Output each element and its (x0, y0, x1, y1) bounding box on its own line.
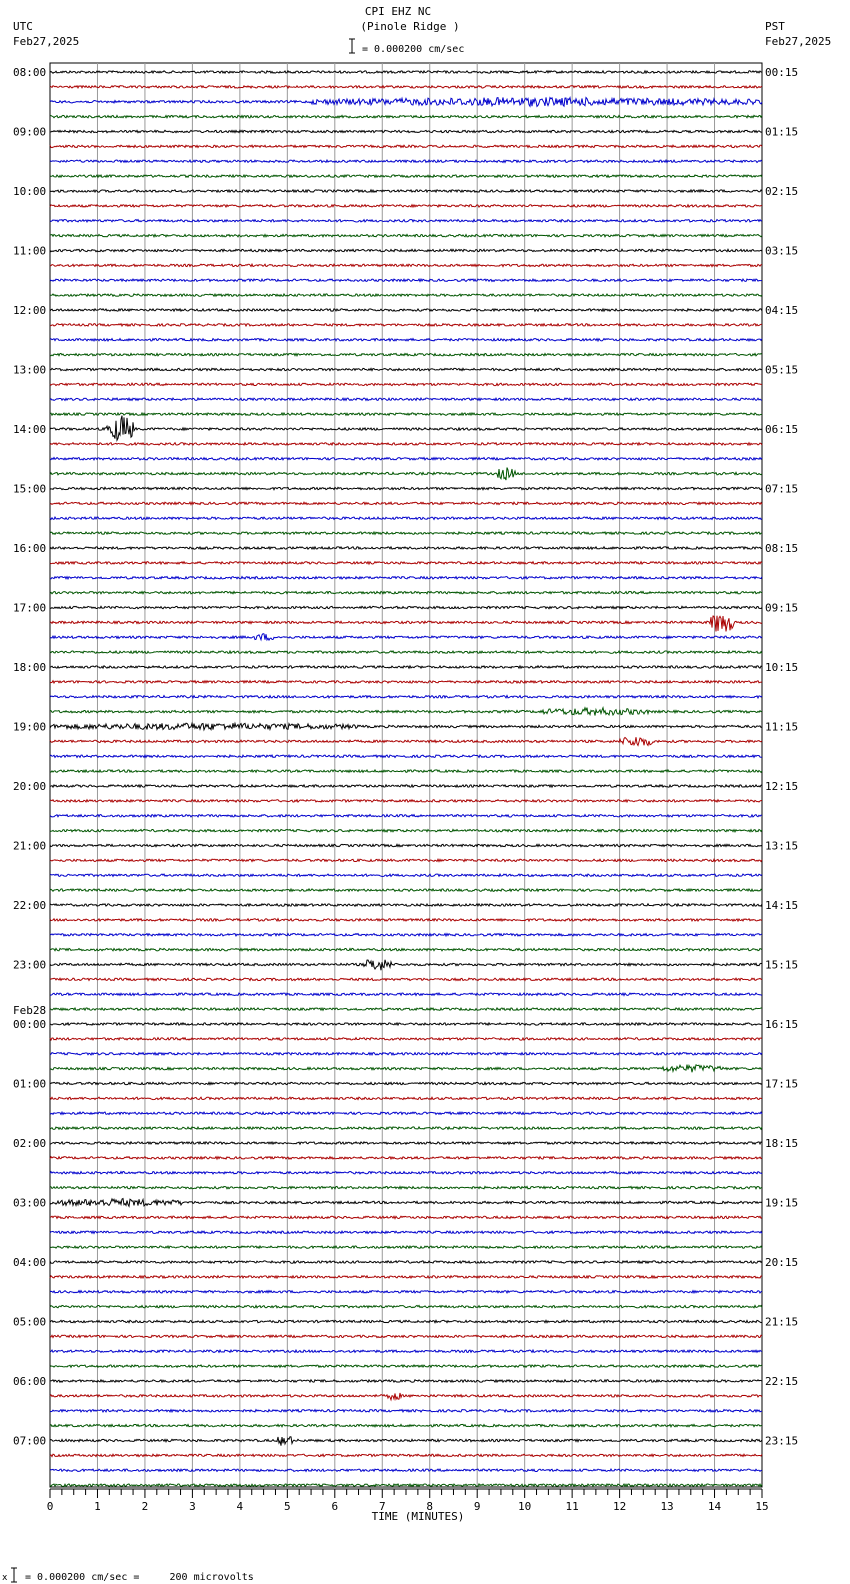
x-tick-label: 10 (518, 1500, 532, 1513)
seismic-trace (50, 1216, 762, 1218)
utc-hour-label: 19:00 (13, 720, 47, 734)
pst-hour-label: 13:15 (765, 839, 799, 853)
x-tick-label: 8 (426, 1500, 434, 1513)
seismic-trace (50, 1172, 762, 1174)
seismic-trace (50, 1424, 762, 1426)
pst-hour-label: 02:15 (765, 185, 799, 198)
left-timezone: UTC (13, 20, 33, 33)
utc-hour-label: 21:00 (13, 839, 47, 853)
seismic-trace (50, 1127, 762, 1129)
x-tick-label: 14 (707, 1500, 722, 1513)
utc-hour-label: 13:00 (13, 363, 47, 377)
seismic-trace (50, 934, 762, 936)
x-tick-label: 13 (660, 1500, 674, 1513)
pst-hour-label: 23:15 (765, 1434, 799, 1448)
seismic-trace (50, 577, 762, 579)
left-date: Feb27,2025 (13, 35, 80, 48)
seismic-trace (50, 562, 762, 564)
seismic-trace (50, 681, 762, 683)
pst-hour-label: 08:15 (765, 542, 799, 555)
seismic-trace (50, 919, 762, 921)
seismic-trace (50, 1246, 762, 1248)
seismic-trace (50, 1469, 762, 1471)
seismic-trace (50, 1082, 762, 1084)
right-date: Feb27,2025 (765, 35, 832, 48)
seismic-trace (50, 71, 762, 73)
seismic-trace (50, 294, 762, 296)
seismic-trace (50, 175, 762, 177)
seismic-trace (50, 1142, 762, 1144)
seismic-trace (50, 220, 762, 222)
seismic-trace (50, 1484, 762, 1486)
utc-hour-label: 07:00 (13, 1434, 47, 1448)
footer-scale-prefix: x (2, 1573, 8, 1583)
pst-hour-label: 11:15 (765, 720, 799, 734)
pst-hour-label: 21:15 (765, 1315, 799, 1329)
footer-scale-text: = 0.000200 cm/sec = 200 microvolts (25, 1572, 254, 1583)
seismic-trace (50, 666, 762, 668)
seismic-trace (50, 844, 762, 846)
x-tick-label: 7 (378, 1500, 386, 1513)
footer-scale-bar-icon (11, 1568, 17, 1582)
x-tick-label: 0 (46, 1500, 54, 1513)
pst-hour-label: 03:15 (765, 244, 799, 258)
pst-hour-label: 06:15 (765, 423, 799, 436)
seismic-trace (50, 1023, 762, 1025)
seismic-trace (50, 800, 762, 802)
pst-hour-label: 18:15 (765, 1137, 799, 1150)
utc-hour-label: 08:00 (13, 66, 47, 79)
seismic-trace (50, 547, 762, 549)
pst-hour-label: 07:15 (765, 482, 799, 496)
seismic-trace (50, 1065, 762, 1073)
plot-frame (50, 63, 762, 1487)
seismic-trace (50, 815, 762, 817)
utc-hour-label: 20:00 (13, 780, 47, 793)
x-axis-label: TIME (MINUTES) (371, 1510, 465, 1523)
pst-hour-label: 01:15 (765, 125, 799, 139)
utc-hour-label: 18:00 (13, 661, 47, 674)
seismic-trace (50, 591, 762, 593)
pst-hour-label: 14:15 (765, 899, 799, 912)
utc-hour-label: 12:00 (13, 304, 47, 317)
station-subtitle: (Pinole Ridge ) (360, 20, 460, 33)
seismic-trace (50, 1276, 762, 1278)
utc-hour-label: 05:00 (13, 1315, 47, 1329)
utc-hour-label: 14:00 (13, 423, 47, 436)
seismic-trace (50, 1291, 762, 1293)
seismic-trace (50, 190, 762, 192)
seismic-trace (50, 458, 762, 460)
seismic-trace (50, 115, 762, 117)
seismic-trace (50, 487, 762, 489)
seismic-trace (50, 606, 762, 608)
seismic-trace (50, 737, 762, 745)
utc-hour-label: 06:00 (13, 1375, 47, 1388)
pst-hour-label: 22:15 (765, 1375, 799, 1388)
seismic-trace (50, 1186, 762, 1188)
x-tick-label: 12 (612, 1500, 627, 1513)
seismic-trace (50, 353, 762, 355)
seismic-trace (50, 264, 762, 266)
seismic-trace (50, 468, 762, 480)
utc-hour-label: 01:00 (13, 1077, 47, 1091)
utc-hour-label: 17:00 (13, 601, 47, 615)
trace-group (50, 71, 762, 1487)
utc-hour-label: 11:00 (13, 244, 47, 258)
pst-hour-label: 12:15 (765, 780, 799, 793)
seismic-trace (50, 1053, 762, 1055)
x-tick-label: 4 (236, 1500, 244, 1513)
seismic-trace (50, 1437, 762, 1446)
seismic-trace (50, 145, 762, 147)
scale-label: = 0.000200 cm/sec (362, 44, 465, 55)
pst-hour-label: 20:15 (765, 1256, 799, 1269)
pst-hour-label: 10:15 (765, 661, 799, 674)
seismic-trace (50, 1335, 762, 1337)
seismic-trace (50, 1231, 762, 1233)
seismic-trace (50, 1261, 762, 1263)
x-tick-label: 9 (473, 1500, 481, 1513)
pst-hour-label: 15:15 (765, 958, 799, 972)
seismic-trace (50, 1008, 762, 1010)
seismic-trace (50, 279, 762, 281)
seismic-trace (50, 86, 762, 88)
seismic-trace (50, 97, 762, 106)
seismic-trace (50, 1454, 762, 1456)
pst-hour-label: 19:15 (765, 1196, 799, 1210)
pst-hour-label: 16:15 (765, 1018, 799, 1031)
x-tick-label: 11 (565, 1500, 579, 1513)
seismic-trace (50, 1157, 762, 1159)
seismic-trace (50, 1305, 762, 1307)
utc-hour-label: 03:00 (13, 1196, 47, 1210)
seismic-trace (50, 339, 762, 341)
seismic-trace (50, 517, 762, 519)
seismic-trace (50, 616, 762, 632)
seismic-trace (50, 785, 762, 787)
utc-hour-label: 23:00 (13, 958, 47, 972)
seismic-trace (50, 755, 762, 757)
seismic-trace (50, 324, 762, 326)
seismic-trace (50, 309, 762, 311)
scale-bar-icon (349, 39, 355, 53)
seismic-trace (50, 160, 762, 162)
seismic-trace (50, 1199, 762, 1207)
utc-hour-label: 22:00 (13, 899, 47, 912)
seismic-trace (50, 708, 762, 716)
x-tick-label: 3 (189, 1500, 196, 1513)
seismic-trace (50, 651, 762, 653)
x-tick-label: 2 (141, 1500, 149, 1513)
pst-hour-label: 04:15 (765, 304, 799, 317)
x-tick-label: 15 (755, 1500, 769, 1513)
seismic-trace (50, 874, 762, 876)
pst-hour-label: 05:15 (765, 363, 799, 377)
seismic-trace (50, 770, 762, 772)
utc-hour-label: 15:00 (13, 482, 47, 496)
seismic-trace (50, 859, 762, 861)
seismic-trace (50, 1410, 762, 1412)
utc-hour-label: 10:00 (13, 185, 47, 198)
seismic-trace (50, 383, 762, 385)
seismic-trace (50, 993, 762, 995)
seismic-trace (50, 398, 762, 400)
date-change-label: Feb28 (13, 1004, 47, 1017)
seismic-trace (50, 249, 762, 251)
seismic-trace (50, 829, 762, 831)
utc-hour-label: 04:00 (13, 1256, 47, 1269)
seismic-trace (50, 960, 762, 970)
station-title: CPI EHZ NC (364, 5, 432, 18)
x-tick-label: 1 (94, 1500, 101, 1513)
seismic-trace (50, 1038, 762, 1040)
seismic-trace (50, 205, 762, 207)
seismic-trace (50, 1393, 762, 1400)
seismic-trace (50, 634, 762, 640)
seismic-trace (50, 904, 762, 906)
seismic-trace (50, 1097, 762, 1099)
seismic-trace (50, 1380, 762, 1382)
seismic-trace (50, 416, 762, 441)
seismic-trace (50, 368, 762, 370)
pst-hour-label: 17:15 (765, 1077, 799, 1091)
utc-hour-label: 16:00 (13, 542, 47, 555)
pst-hour-label: 09:15 (765, 601, 799, 615)
seismic-trace (50, 696, 762, 698)
seismic-trace (50, 502, 762, 504)
x-tick-label: 5 (284, 1500, 291, 1513)
seismic-trace (50, 1365, 762, 1367)
seismic-trace (50, 978, 762, 980)
seismic-trace (50, 532, 762, 534)
pst-hour-label: 00:15 (765, 66, 799, 79)
seismic-trace (50, 723, 762, 730)
seismic-trace (50, 1350, 762, 1352)
right-timezone: PST (765, 20, 785, 33)
seismic-trace (50, 234, 762, 236)
utc-hour-label: 02:00 (13, 1137, 47, 1150)
utc-hour-label: 09:00 (13, 125, 47, 139)
seismic-trace (50, 130, 762, 132)
minute-gridlines (97, 63, 714, 1487)
seismic-trace (50, 889, 762, 891)
seismic-trace (50, 413, 762, 415)
seismic-trace (50, 1320, 762, 1322)
x-tick-label: 6 (331, 1500, 339, 1513)
seismic-trace (50, 1112, 762, 1114)
seismic-trace (50, 948, 762, 950)
seismic-trace (50, 443, 762, 445)
utc-hour-label: 00:00 (13, 1018, 47, 1031)
